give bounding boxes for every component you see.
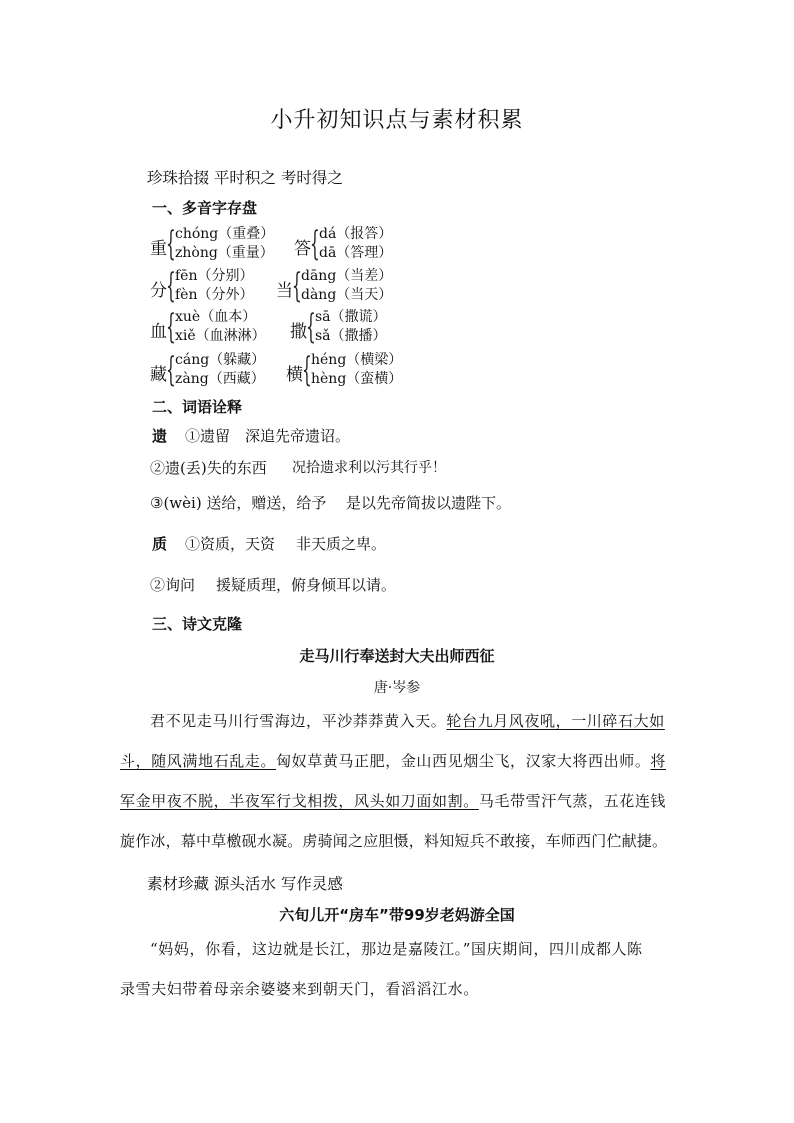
definition: ②遗(丢)失的东西 (150, 459, 267, 477)
page-title: 小升初知识点与素材积累 (270, 108, 524, 133)
section-material: 素材珍藏 源头活水 写作灵感 (147, 875, 343, 893)
brace-icon: { (292, 266, 302, 306)
definition: ①遗留 深追先帝遗诏。 (185, 427, 351, 445)
poem-underlined-text: 轮台九月风夜吼，一川碎石大如 (446, 712, 665, 730)
poem-line (120, 790, 666, 811)
poly-reading: sǎ（撒播） (315, 328, 387, 344)
poly-reading: chóng（重叠） (175, 226, 275, 242)
heading-polyphones: 一、多音字存盘 (152, 199, 258, 217)
brace-icon: { (166, 350, 176, 390)
poly-char: 分 (150, 281, 167, 301)
poly-reading: dā（答理） (319, 245, 393, 261)
brace-icon: { (306, 307, 316, 347)
poem-line (120, 750, 666, 771)
example-sentence: 是以先帝简拔以遗陛下。 (346, 494, 512, 512)
poem-underlined-text: 军金甲夜不脱，半夜军行戈相拨，风头如刀面如割。 (120, 792, 479, 810)
poem-line (150, 710, 665, 731)
poem-author: 唐·岑参 (373, 680, 421, 696)
poly-char: 横 (286, 365, 303, 385)
brace-icon: { (310, 224, 320, 264)
poly-char: 撒 (290, 322, 307, 342)
brace-icon: { (166, 307, 176, 347)
poly-char: 藏 (150, 365, 167, 385)
brace-icon: { (166, 266, 176, 306)
poly-reading: zàng（西藏） (175, 371, 265, 387)
heading-poem-clone: 三、诗文克隆 (152, 615, 243, 633)
poly-reading: dàng（当天） (301, 287, 393, 303)
section-slogan: 珍珠拾掇 平时积之 考时得之 (147, 169, 343, 187)
poly-reading: sā（撒谎） (315, 309, 387, 325)
poly-char: 当 (276, 281, 293, 301)
heading-word-explanations: 二、词语诠释 (152, 398, 243, 416)
poly-reading: fèn（分外） (175, 287, 254, 303)
poly-reading: zhòng（重量） (175, 245, 274, 261)
definition: ③(wèi) 送给，赠送，给予 (150, 494, 327, 512)
poem-text: 马毛带雪汗气蒸，五花连钱 (478, 792, 667, 810)
poly-char: 重 (150, 239, 167, 259)
poem-text: 君不见走马川行雪海边，平沙莽莽黄入天。 (150, 712, 447, 730)
poem-underlined-text: 将 (650, 752, 667, 770)
poem-text: 匈奴草黄马正肥，金山西见烟尘飞，汉家大将西出师。 (276, 752, 651, 770)
poly-reading: xiě（血淋淋） (175, 328, 266, 344)
poem-title: 走马川行奉送封大夫出师西征 (299, 647, 495, 665)
poly-reading: cáng（躲藏） (175, 352, 266, 368)
brace-icon: { (166, 224, 176, 264)
story-paragraph: 录雪夫妇带着母亲余婆婆来到朝天门，看滔滔江水。 (120, 980, 479, 998)
headword: 质 (152, 535, 168, 553)
example-sentence: 况拾遗求利以污其行乎！ (292, 460, 446, 476)
poem-line: 旋作冰，幕中草檄砚水凝。虏骑闻之应胆慑，料知短兵不敢接，车师西门伫献捷。 (120, 832, 668, 850)
poly-reading: dāng（当差） (301, 268, 393, 284)
poly-char: 答 (294, 239, 311, 259)
story-paragraph: “妈妈，你看，这边就是长江，那边是嘉陵江。”国庆期间，四川成都人陈 (150, 940, 643, 958)
poly-char: 血 (150, 322, 167, 342)
headword: 遗 (152, 427, 168, 445)
poly-reading: fēn（分别） (175, 268, 254, 284)
definition: ②询问 (150, 576, 196, 594)
poly-reading: xuè（血本） (175, 309, 257, 325)
poly-reading: dá（报答） (319, 226, 393, 242)
poly-reading: hèng（蛮横） (311, 371, 403, 387)
brace-icon: { (302, 350, 312, 390)
poly-reading: héng（横梁） (311, 352, 403, 368)
example-sentence: 非天质之卑。 (296, 535, 387, 553)
poem-underlined-text: 斗，随风满地石乱走。 (120, 752, 277, 770)
story-title: 六旬儿开“房车”带99岁老妈游全国 (279, 906, 515, 924)
definition: ①资质，天资 (185, 535, 276, 553)
example-sentence: 援疑质理，俯身倾耳以请。 (216, 576, 397, 594)
